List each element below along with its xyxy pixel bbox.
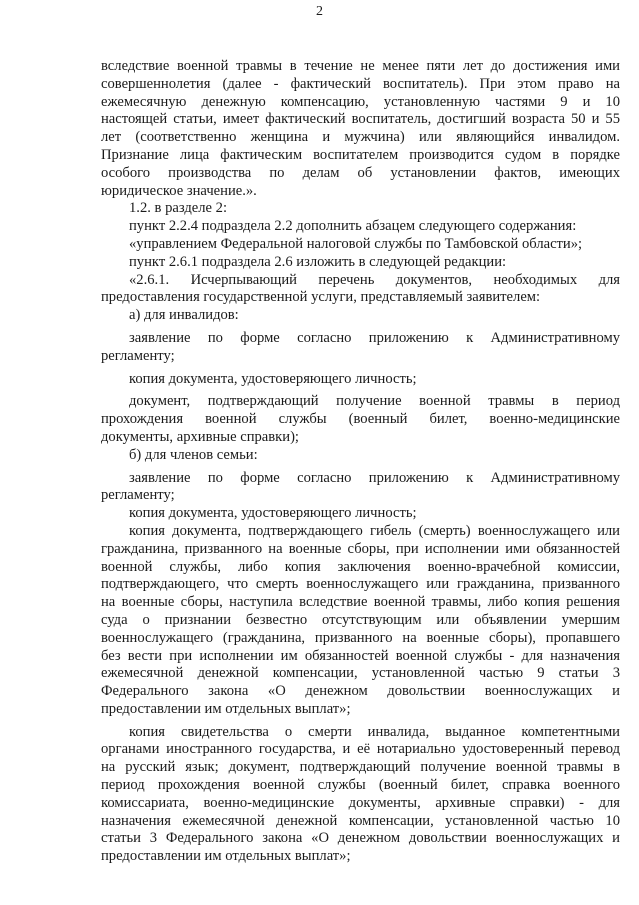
text-line: гражданина, призванного на военные сборы, при исполнении ими обязанностей xyxy=(101,540,620,557)
text-line: копия свидетельства о смерти инвалида, выданное компетентными xyxy=(129,723,620,740)
text-line: совершеннолетия (далее - фактический воспитатель). При этом право на xyxy=(101,75,620,92)
text-line: статьи 3 Федерального закона «О денежном довольствии военнослужащих и xyxy=(101,830,620,847)
text-line: копия документа, удостоверяющего личность; xyxy=(129,370,417,387)
text-line: документ, подтверждающий получение военной травмы в период xyxy=(129,393,620,410)
text-line: лет (соответственно женщина и мужчина) или являющийся инвалидом. xyxy=(101,129,620,146)
text-line: юридическое значение.». xyxy=(101,182,257,199)
text-line: назначения ежемесячной денежной компенсации, установленной частью 10 xyxy=(101,812,620,829)
text-line: Признание лица фактическим воспитателем производится судом в порядке xyxy=(101,146,620,163)
text-line: комиссариата, военно-медицинские документы, архивные справки) - для xyxy=(101,794,620,811)
text-line: предоставлении им отдельных выплат»; xyxy=(101,848,351,865)
text-line: а) для инвалидов: xyxy=(129,307,239,324)
text-line: вследствие военной травмы в течение не менее пяти лет до достижения ими xyxy=(101,58,620,74)
text-line: пункт 2.2.4 подраздела 2.2 дополнить абзацем следующего содержания: xyxy=(129,218,577,235)
text-line: б) для членов семьи: xyxy=(129,446,258,463)
text-line: пункт 2.6.1 подраздела 2.6 изложить в следующей редакции: xyxy=(129,253,507,270)
text-line: копия документа, удостоверяющего личность; xyxy=(129,505,417,522)
text-line: военнослужащего (гражданина, призванного на военные сборы), пропавшего xyxy=(101,629,620,646)
text-line: суда о признании безвестно отсутствующим или объявлении умершим xyxy=(101,611,620,628)
text-line: подтверждающего, что смерть военнослужащего или гражданина, призванного xyxy=(101,576,620,593)
text-line: ежемесячной денежной компенсации, установленной частью 9 статьи 3 xyxy=(101,665,620,682)
text-line: «2.6.1. Исчерпывающий перечень документов, необходимых для xyxy=(129,271,620,288)
text-line: копия документа, подтверждающего гибель (смерть) военнослужащего или xyxy=(129,522,620,539)
text-line: заявление по форме согласно приложению к Административному xyxy=(129,329,620,346)
text-line: на русский язык; документ, подтверждающий получение военной травмы в xyxy=(101,759,620,776)
text-line: прохождения военной службы (военный билет, военно-медицинские xyxy=(101,411,620,428)
text-line: на военные сборы, наступила вследствие военной травмы, либо копия решения xyxy=(101,594,620,611)
text-line: «управлением Федеральной налоговой службы по Тамбовской области»; xyxy=(129,235,583,252)
text-line: ежемесячную денежную компенсацию, установленную частями 9 и 10 xyxy=(101,93,620,110)
text-line: 1.2. в разделе 2: xyxy=(129,200,228,217)
text-line: документы, архивные справки); xyxy=(101,428,299,445)
text-line: особого производства по делам об установлении фактов, имеющих xyxy=(101,164,620,181)
text-line: Федерального закона «О денежном довольствии военнослужащих и xyxy=(101,683,620,700)
document-body xyxy=(101,58,620,866)
text-line: предоставлении им отдельных выплат»; xyxy=(101,700,351,717)
text-line: регламенту; xyxy=(101,347,175,364)
text-line: военной службы, либо копия заключения военно-врачебной комиссии, xyxy=(101,558,620,575)
text-line: заявление по форме согласно приложению к Административному xyxy=(129,469,620,486)
text-line: период прохождения военной службы (военный билет, справка военного xyxy=(101,777,620,794)
page-number: 2 xyxy=(316,4,323,19)
text-line: настоящей статьи, имеет фактический воспитатель, достигший возраста 50 и 55 xyxy=(101,111,620,128)
text-line: органами иностранного государства, и её нотариально удостоверенный перевод xyxy=(101,741,620,758)
text-line: предоставления государственной услуги, представляемый заявителем: xyxy=(101,289,541,306)
text-line: без вести при исполнении им обязанностей военной службы - для назначения xyxy=(101,647,620,664)
text-line: регламенту; xyxy=(101,487,175,504)
